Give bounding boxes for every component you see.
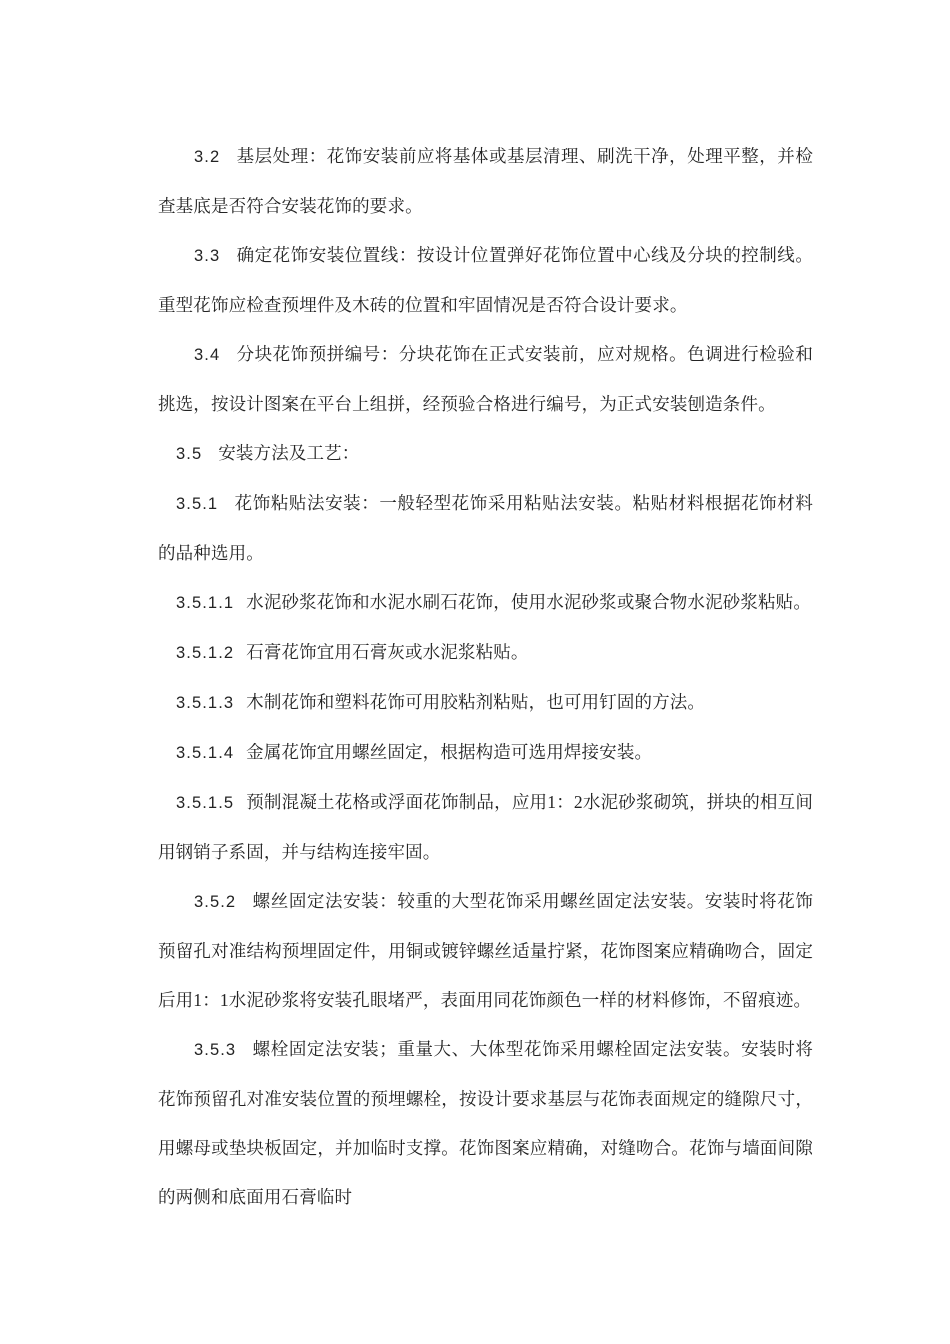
paragraph-text-3-3: 确定花饰安装位置线：按设计位置弹好花饰位置中心线及分块的控制线。重型花饰应检查预埋件及木砖的位置和牢固情况是否符合设计要求。 — [158, 245, 813, 315]
paragraph-3-5-1-1 — [158, 578, 813, 628]
section-number-3-4: 3.4 — [194, 346, 221, 364]
paragraph-text-3-4: 分块花饰预拼编号：分块花饰在正式安装前，应对规格。色调进行检验和挑选，按设计图案在平台上组拼，经预验合格进行编号，为正式安装刨造条件。 — [158, 344, 813, 414]
paragraph-text-3-5-3: 螺栓固定法安装；重量大、大体型花饰采用螺栓固定法安装。安装时将花饰预留孔对准安装位置的预埋螺栓，按设计要求基层与花饰表面规定的缝隙尺寸，用螺母或垫块板固定，并加临时支撑。花饰图案应精确，对缝吻合。花饰与墙面间隙的两侧和底面用石膏临时 — [158, 1039, 813, 1207]
paragraph-text-3-5: 安装方法及工艺： — [218, 443, 360, 463]
paragraph-3-3 — [158, 231, 813, 330]
paragraph-text-3-5-1-2: 石膏花饰宜用石膏灰或水泥浆粘贴。 — [246, 642, 529, 662]
paragraph-text-3-5-1-4: 金属花饰宜用螺丝固定，根据构造可选用焊接安装。 — [246, 742, 653, 762]
paragraph-text-3-2: 基层处理：花饰安装前应将基体或基层清理、刷洗干净，处理平整，并检查基底是否符合安装花饰的要求。 — [158, 146, 813, 216]
section-number-3-5-1-3: 3.5.1.3 — [176, 694, 235, 712]
paragraph-3-5-1-5 — [158, 778, 813, 877]
paragraph-3-2 — [158, 132, 813, 231]
paragraph-text-3-5-1-3: 木制花饰和塑料花饰可用胶粘剂粘贴，也可用钉固的方法。 — [246, 692, 706, 712]
section-number-3-5-1-2: 3.5.1.2 — [176, 644, 235, 662]
section-number-3-5-3: 3.5.3 — [194, 1041, 237, 1059]
paragraph-3-5-1 — [158, 479, 813, 578]
paragraph-text-3-5-1: 花饰粘贴法安装：一般轻型花饰采用粘贴法安装。粘贴材料根据花饰材料的品种选用。 — [158, 493, 813, 563]
paragraph-text-3-5-1-5: 预制混凝土花格或浮面花饰制品，应用1：2水泥砂浆砌筑，拼块的相互间用钢销子系固，并与结构连接牢固。 — [158, 792, 813, 862]
paragraph-text-3-5-1-1: 水泥砂浆花饰和水泥水刷石花饰，使用水泥砂浆或聚合物水泥砂浆粘贴。 — [246, 592, 811, 612]
section-number-3-5-1: 3.5.1 — [176, 495, 219, 513]
section-number-3-2: 3.2 — [194, 148, 221, 166]
section-number-3-5-2: 3.5.2 — [194, 893, 237, 911]
paragraph-3-5-1-2 — [158, 628, 813, 678]
paragraph-3-5-1-4 — [158, 728, 813, 778]
paragraph-3-4 — [158, 330, 813, 429]
section-number-3-5-1-4: 3.5.1.4 — [176, 744, 235, 762]
paragraph-3-5 — [158, 429, 813, 479]
paragraph-text-3-5-2: 螺丝固定法安装：较重的大型花饰采用螺丝固定法安装。安装时将花饰预留孔对准结构预埋固定件，用铜或镀锌螺丝适量拧紧，花饰图案应精确吻合，固定后用1：1水泥砂浆将安装孔眼堵严，表面用同花饰颜色一样的材料修饰，不留痕迹。 — [158, 891, 813, 1010]
document-text-body — [158, 132, 813, 1222]
paragraph-3-5-2 — [158, 877, 813, 1025]
section-number-3-5-1-5: 3.5.1.5 — [176, 794, 235, 812]
paragraph-3-5-3 — [158, 1025, 813, 1222]
section-number-3-5: 3.5 — [176, 445, 203, 463]
section-number-3-5-1-1: 3.5.1.1 — [176, 594, 235, 612]
paragraph-3-5-1-3 — [158, 678, 813, 728]
section-number-3-3: 3.3 — [194, 247, 221, 265]
